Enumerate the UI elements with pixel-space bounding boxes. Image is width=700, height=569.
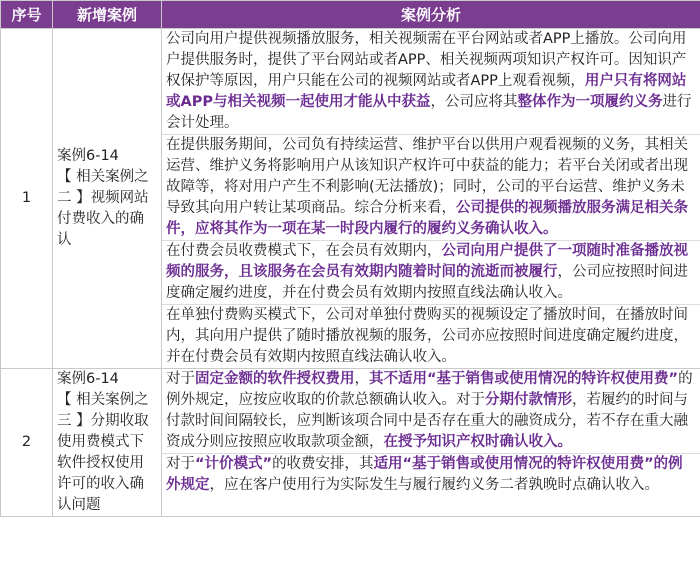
case-title-line: 软件授权使用 [57,455,144,471]
case-analysis-cell [162,29,700,369]
highlighted-text: 适用“基于销售或使用情况的特许权使用费”的例外规定 [166,456,683,493]
highlighted-text: 用户只有将网站或APP与相关视频一起使用才能从中获益 [166,73,687,110]
table-row [1,369,700,517]
case-title [53,369,162,517]
paragraph-text: 在单独付费购买模式下，公司对单独付费购买的视频设定了播放时间，在播放时间内，其向用户提供了随时播放视频的服务，公司亦应按照时间进度确定履约进度，并在付费会员有效期内按照直线法确认收入。 [166,307,688,365]
highlighted-text: 公司向用户提供了一项随时准备播放视频的服务，且该服务在会员有效期内随着时间的流逝而被履行 [166,243,688,280]
paragraph-text: 在付费会员收费模式下，在会员有效期内， [166,243,442,259]
case-title-line: 认问题 [57,497,101,513]
analysis-paragraph [162,453,700,496]
case-title-line: 许可的收入确 [57,476,144,492]
analysis-paragraph [162,134,700,240]
table-header-row [1,1,700,29]
case-title-line: 使用费模式下 [57,434,144,450]
paragraph-text: ，若履约的时间与付款时间间隔较长，应判断该项合同中是否存在重大的融资成分，若不存在重大融资成分则应按照应收取款项金额， [166,392,688,450]
paragraph-text: ，公司应按照时间进度确定履约进度，并在付费会员有效期内按照直线法确认收入。 [166,264,688,301]
case-title-line: 案例6-14 [57,371,119,387]
case-title-line: 二 】视频网站 [57,190,149,206]
analysis-paragraph [162,304,700,368]
paragraph-text: 对于 [166,371,195,387]
analysis-paragraph [162,29,700,134]
paragraph-text: 对于 [166,456,195,472]
row-number: 1 [1,29,53,369]
analysis-paragraph [162,369,700,453]
case-title-line: 付费收入的确 [57,211,144,227]
analysis-paragraph [162,240,700,304]
highlighted-text: “计价模式” [195,456,273,472]
table-row [1,29,700,369]
case-title-line: 【 相关案例之 [57,169,149,185]
highlighted-text: 公司提供的视频播放服务满足相关条件，应将其作为一项在某一时段内履行的履约义务确认收入。 [166,200,688,237]
paragraph-text: ，公司应将其 [430,94,518,110]
paragraph-text: 进行会计处理。 [166,94,692,131]
highlighted-text: 分期付款情形 [485,392,572,408]
paragraph-text: 在提供服务期间，公司负有持续运营、维护平台以供用户观看视频的义务，其相关运营、维护义务将影响用户从该知识产权许可中获益的能力；若平台关闭或者出现故障等，将对用户产生不利影响(无法播放)；同时，公司的平台运营、维护义务未导致其向用户转让某项商品。综合分析来看， [166,137,688,216]
paragraph-text: 公司向用户提供视频播放服务，相关视频需在平台网站或者APP上播放。公司向用户提供服务时，提供了平台网站或者APP、相关视频两项知识产权许可。因知识产权保护等原因，用户只能在公司的视频网站或者APP上观看视频， [166,31,687,89]
header-number: 序号 [1,1,53,29]
highlighted-text: 在授予知识产权时确认收入。 [383,434,572,450]
case-title-line: 【 相关案例之 [57,392,149,408]
paragraph-text: 的收费安排，其 [272,456,374,472]
row-number: 2 [1,369,53,517]
highlighted-text: 整体作为一项履约义务 [517,94,663,110]
highlighted-text: 固定金额的软件授权费用 [195,371,355,387]
paragraph-text: 的例外规定，应按应收取的价款总额确认收入。对于 [166,371,693,408]
highlighted-text: 其不适用“基于销售或使用情况的特许权使用费” [369,371,679,387]
case-title-line: 认 [57,232,72,248]
paragraph-text: ， [354,371,369,387]
paragraph-text: ，应在客户使用行为实际发生与履行履约义务二者孰晚时点确认收入。 [209,477,659,493]
case-title-line: 三 】分期收取 [57,413,149,429]
case-analysis-cell [162,369,700,517]
header-new-case: 新增案例 [53,1,162,29]
case-title-line: 案例6-14 [57,148,119,164]
header-analysis: 案例分析 [162,1,700,29]
case-title [53,29,162,369]
